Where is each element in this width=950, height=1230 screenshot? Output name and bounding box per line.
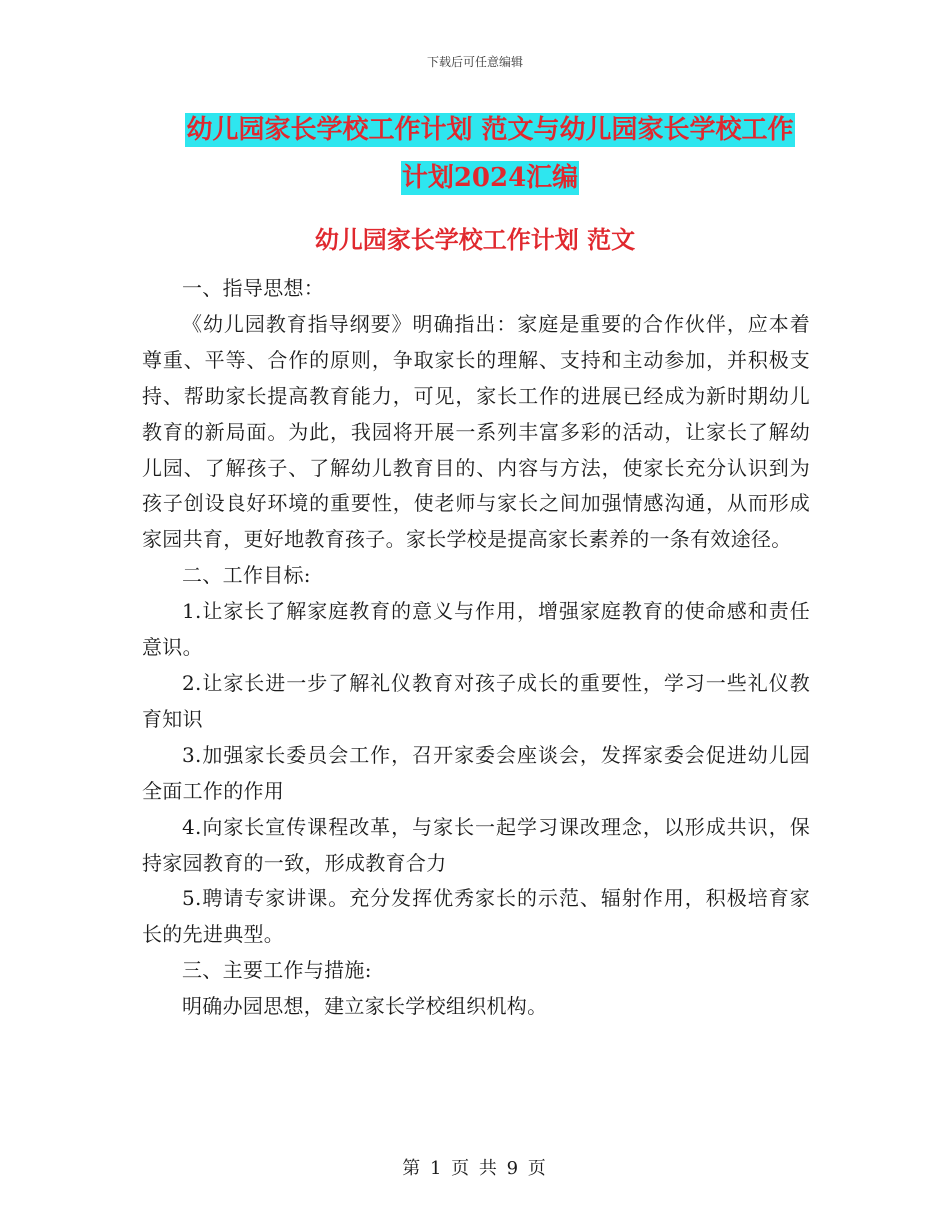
goal-item-2: 2.让家长进一步了解礼仪教育对孩子成长的重要性，学习一些礼仪教育知识 bbox=[142, 670, 810, 731]
document-title-line-1: 幼儿园家长学校工作计划 范文与幼儿园家长学校工作 bbox=[186, 115, 794, 145]
body-text bbox=[142, 271, 810, 1025]
goal-item-5: 5.聘请专家讲课。充分发挥优秀家长的示范、辐射作用，积极培育家长的先进典型。 bbox=[142, 886, 810, 947]
goal-item-1: 1.让家长了解家庭教育的意义与作用，增强家庭教育的使命感和责任意识。 bbox=[142, 599, 810, 660]
heading-main-work: 三、主要工作与措施: bbox=[182, 958, 372, 983]
goal-item-4: 4.向家长宣传课程改革，与家长一起学习课改理念，以形成共识，保持家园教育的一致，形成教育合力 bbox=[142, 814, 810, 875]
paragraph-guiding-ideology: 《幼儿园教育指导纲要》明确指出：家庭是重要的合作伙伴，应本着尊重、平等、合作的原则，争取家长的理解、支持和主动参加，并积极支持、帮助家长提高教育能力，可见，家长工作的进展已经成为新时期幼儿教育的新局面。为此，我园将开展一系列丰富多彩的活动，让家长了解幼儿园、了解孩子、了解幼儿教育目的、内容与方法，使家长充分认识到为孩子创设良好环境的重要性，使老师与家长之间加强情感沟通，从而形成家园共育，更好地教育孩子。家长学校是提高家长素养的一条有效途径。 bbox=[142, 311, 810, 552]
paragraph-main-work: 明确办园思想，建立家长学校组织机构。 bbox=[182, 994, 548, 1019]
section-title: 幼儿园家长学校工作计划 范文 bbox=[314, 225, 636, 254]
document-title-line-2: 计划2024汇编 bbox=[401, 163, 579, 193]
page-footer: 第 1 页 共 9 页 bbox=[402, 1158, 548, 1179]
document-title bbox=[150, 106, 830, 202]
header-note: 下载后可任意编辑 bbox=[426, 55, 523, 69]
goal-item-3: 3.加强家长委员会工作，召开家委会座谈会，发挥家委会促进幼儿园全面工作的作用 bbox=[142, 742, 810, 803]
heading-work-goals: 二、工作目标: bbox=[182, 563, 311, 588]
heading-guiding-ideology: 一、指导思想： bbox=[182, 276, 325, 300]
